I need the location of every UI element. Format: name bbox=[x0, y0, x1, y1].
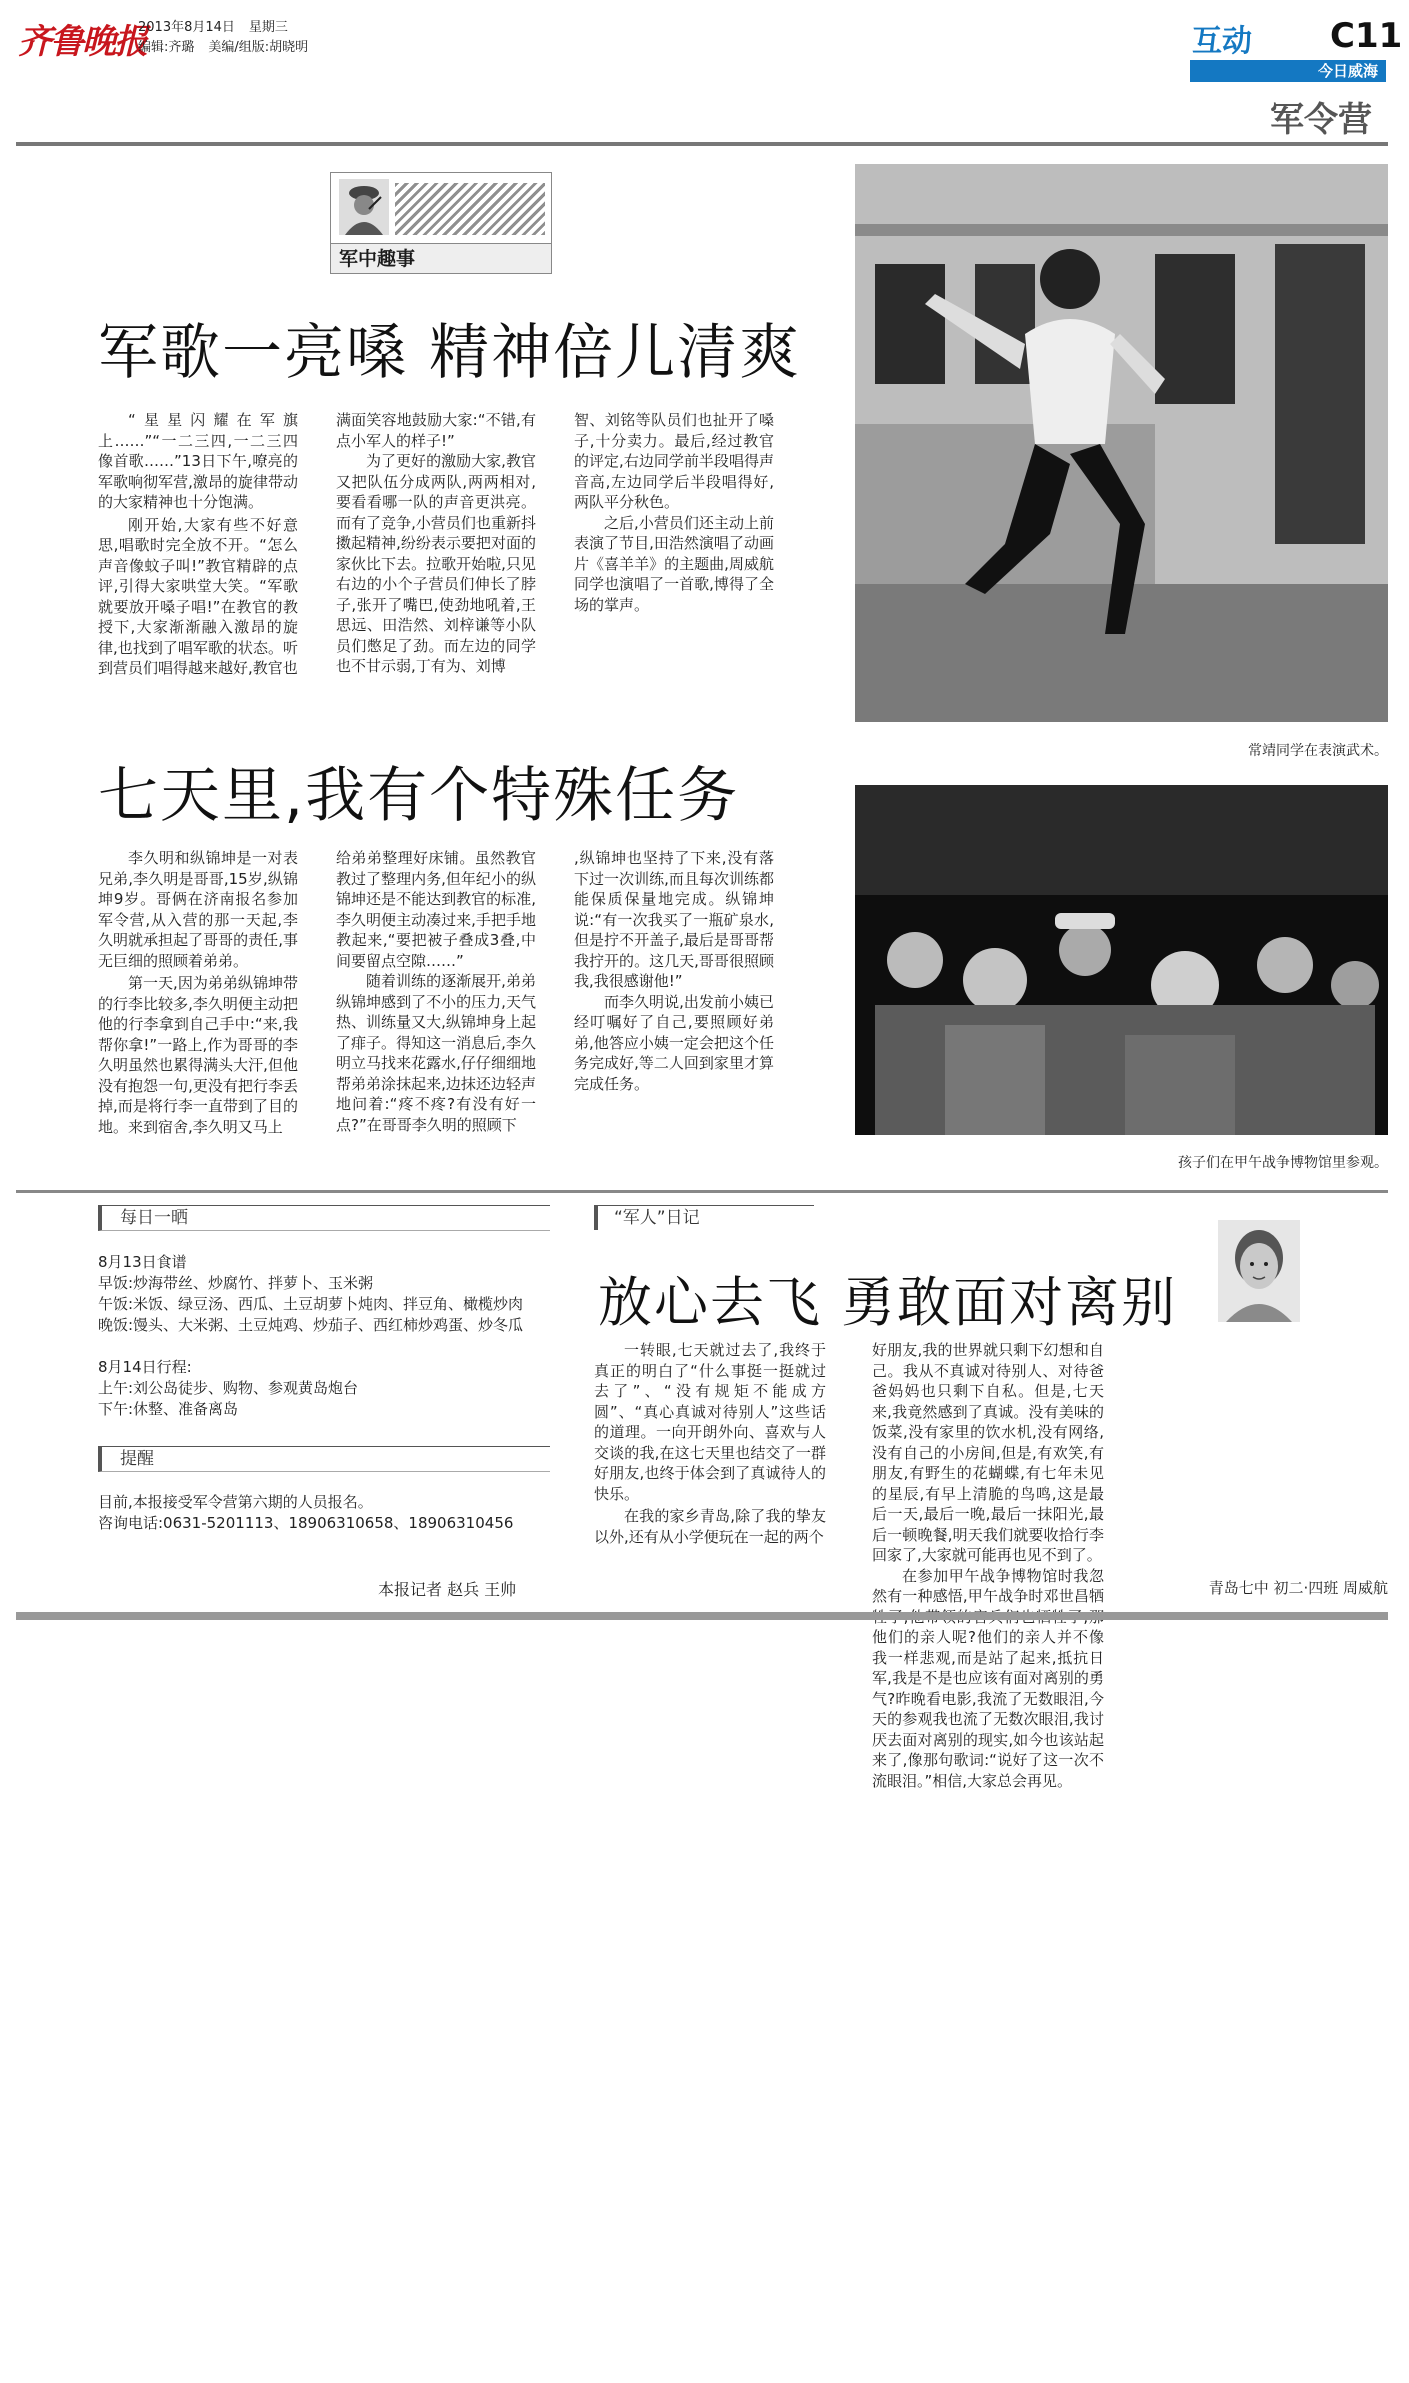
author-portrait bbox=[1218, 1220, 1300, 1322]
martial-arts-image bbox=[855, 164, 1388, 722]
portrait-image bbox=[1218, 1220, 1300, 1322]
article2-paragraph: 而李久明说,出发前小姨已经叮嘱好了自己,要照顾好弟弟,他答应小姨一定会把这个任务完成好,等二人回到家里才算完成任务。 bbox=[574, 992, 774, 1093]
daily-line bbox=[98, 1336, 558, 1357]
article2-col1 bbox=[98, 848, 298, 1137]
diary-author: 青岛七中 初二·四班 周威航 bbox=[1208, 1579, 1388, 1597]
dateline bbox=[138, 18, 322, 58]
issue-date: 2013年8月14日 bbox=[138, 20, 235, 35]
article2-title: 七天里,我有个特殊任务 bbox=[98, 761, 740, 831]
daily-line: 晚饭:馒头、大米粥、土豆炖鸡、炒茄子、西红柿炒鸡蛋、炒冬瓜 bbox=[98, 1316, 524, 1334]
soldier-icon bbox=[339, 179, 389, 235]
middle-rule bbox=[16, 1190, 1388, 1193]
notice-line: 咨询电话:0631-5201113、18906310658、18906310456 bbox=[98, 1514, 514, 1532]
article1-title: 军歌一亮嗓 精神倍儿清爽 bbox=[98, 318, 802, 388]
photo-museum-visit bbox=[855, 785, 1388, 1135]
notice-list bbox=[98, 1492, 558, 1534]
daily-line: 上午:刘公岛徒步、购物、参观黄岛炮台 bbox=[98, 1379, 359, 1397]
article2-paragraph: 李久明和纵锦坤是一对表兄弟,李久明是哥哥,15岁,纵锦坤9岁。哥俩在济南报名参加军令营,从入营的那一天起,李久明就承担起了哥哥的责任,事无巨细的照顾着弟弟。 bbox=[98, 849, 298, 970]
photo2-caption: 孩子们在甲午战争博物馆里参观。 bbox=[1178, 1155, 1388, 1171]
daily-line: 午饭:米饭、绿豆汤、西瓜、土豆胡萝卜炖肉、拌豆角、橄榄炒肉 bbox=[98, 1295, 524, 1313]
article1-col3 bbox=[574, 410, 774, 615]
notice-line: 目前,本报接受军令营第六期的人员报名。 bbox=[98, 1493, 373, 1511]
feature-tag: 军中趣事 bbox=[331, 243, 551, 273]
page-number: C11 bbox=[1330, 16, 1403, 56]
newspaper-logo: 齐鲁晚报 bbox=[18, 22, 146, 62]
column-name: 军令营 bbox=[1270, 100, 1372, 140]
diary-paragraph: 好朋友,我的世界就只剩下幻想和自己。我从不真诚对待别人、对待爸爸妈妈也只剩下自私。但是,七天来,我竟然感到了真诚。没有美味的饭菜,没有家里的饮水机,没有网络,没有自己的小房间,但是,有欢笑,有朋友,有野生的花蝴蝶,有七年未见的星辰,有早上清脆的鸟鸣,这是最后一天,最后一晚,最后一抹阳光,最后一顿晚餐,明天我们就要收拾行李回家了,大家就可能再也见不到了。 bbox=[872, 1341, 1104, 1564]
article2-paragraph: 给弟弟整理好床铺。虽然教官教过了整理内务,但年纪小的纵锦坤还是不能达到教官的标准,李久明便主动凑过来,手把手地教起来,“要把被子叠成3叠,中间要留点空隙……” bbox=[336, 849, 536, 970]
diary-tag: “军人”日记 bbox=[594, 1205, 814, 1230]
section-name: 互动 bbox=[1192, 24, 1252, 59]
badge-decoration bbox=[395, 183, 545, 235]
daily-line: 8月13日食谱 bbox=[98, 1253, 187, 1271]
photo1-caption: 常靖同学在表演武术。 bbox=[1248, 743, 1388, 759]
diary-paragraph: 在我的家乡青岛,除了我的挚友以外,还有从小学便玩在一起的两个 bbox=[594, 1507, 826, 1546]
footer-rule bbox=[16, 1612, 1388, 1620]
diary-paragraph: 在参加甲午战争博物馆时我忽然有一种感悟,甲午战争时邓世昌牺 他们的亲人呢?他们的亲人并不像我一样悲观,而是站了起来,抵抗日军,我是不是也应该有面对离别的勇气?昨晚看电影,我流了无数眼泪,今天的参观我也流了无数次眼泪,我讨厌去面对离别的现实,如今也该站起来了,像那句歌词:“说好了这一次不流眼泪。”相信,大家总会再见。 bbox=[872, 1566, 1104, 1790]
article2-paragraph: 第一天,因为弟弟纵锦坤带的行李比较多,李久明便主动把他的行李拿到自己手中:“来,我帮你拿!”一路上,作为哥哥的李久明虽然也累得满头大汗,但他没有抱怨一句,更没有把行李丢掉,而是将行李一直带到了目的地。来到宿舍,李久明又马上 bbox=[98, 974, 298, 1136]
article2-paragraph: 随着训练的逐渐展开,弟弟纵锦坤感到了不小的压力,天气热、训练量又大,纵锦坤身上起了痱子。得知这一消息后,李久明立马找来花露水,仔仔细细地帮弟弟涂抹起来,边抹还边轻声地问着:“疼不疼?有没有好一点?”在哥哥李久明的照顾下 bbox=[336, 972, 536, 1134]
article1-paragraph: 满面笑容地鼓励大家:“不错,有点小军人的样子!” bbox=[336, 411, 536, 450]
article1-paragraph: 为了更好的激励大家,教官又把队伍分成两队,两两相对,要看看哪一队的声音更洪亮。而有了竞争,小营员们也重新抖擞起精神,纷纷表示要把对面的家伙比下去。拉歌开始啦,只见右边的小个子营员们伸长了脖子,张开了嘴巴,使劲地吼着,王思远、田浩然、刘梓谦等小队员们憋足了劲。而左边的同学也不甘示弱,丁有为、刘博 bbox=[336, 452, 536, 675]
diary-paragraph: 一转眼,七天就过去了,我终于真正的明白了“什么事挺一挺就过去了”、“没有规矩不能成方圆”、“真心真诚对待别人”这些话的道理。一向开朗外向、喜欢与人交谈的我,在这七天里也结交了一群好朋友,也终于体会到了真诚待人的快乐。 bbox=[594, 1341, 826, 1503]
notice-heading: 提醒 bbox=[98, 1446, 550, 1472]
daily-heading: 每日一晒 bbox=[98, 1205, 550, 1231]
article1-paragraph: 刚开始,大家有些不好意思,唱歌时完全放不开。“怎么声音像蚊子叫!”教官精辟的点评,引得大家哄堂大笑。“军歌就要放开嗓子唱!”在教官的教授下,大家渐渐融入激昂的旋律,也找到了唱军歌的状态。听到营员们唱得越来越好,教官也 bbox=[98, 515, 298, 677]
article1-paragraph: 之后,小营员们还主动上前表演了节目,田浩然演唱了动画片《喜羊羊》的主题曲,周威航同学也演唱了一首歌,博得了全场的掌声。 bbox=[574, 513, 774, 614]
article1-paragraph: “星星闪耀在军旗上……”“一二三四,一二三四像首歌……”13日下午,嘹亮的军歌响彻军营,激昂的旋律带动的大家精神也十分饱满。 bbox=[98, 411, 298, 511]
daily-line: 下午:休整、准备离岛 bbox=[98, 1400, 239, 1418]
daily-line: 早饭:炒海带丝、炒腐竹、拌萝卜、玉米粥 bbox=[98, 1274, 374, 1292]
feature-badge bbox=[330, 172, 552, 274]
daily-line: 8月14日行程: bbox=[98, 1358, 192, 1376]
reporter-credit: 本报记者 赵兵 王帅 bbox=[378, 1580, 517, 1599]
designer-credit: 美编/组版:胡晓明 bbox=[208, 40, 309, 55]
article2-col3 bbox=[574, 848, 774, 1094]
editor-credit: 编辑:齐璐 bbox=[138, 40, 195, 55]
diary-col2 bbox=[872, 1340, 1104, 1791]
photo-martial-arts bbox=[855, 164, 1388, 722]
article1-paragraph: 智、刘铭等队员们也扯开了嗓子,十分卖力。最后,经过教官的评定,右边同学前半段唱得声音高,左边同学后半段唱得好,两队平分秋色。 bbox=[574, 411, 774, 511]
museum-visit-image bbox=[855, 785, 1388, 1135]
article1-col1 bbox=[98, 410, 298, 679]
diary-title: 放心去飞 勇敢面对离别 bbox=[598, 1271, 1178, 1334]
header-rule bbox=[16, 142, 1388, 146]
daily-list bbox=[98, 1252, 558, 1420]
article1-col2 bbox=[336, 410, 536, 677]
article2-col2 bbox=[336, 848, 536, 1135]
issue-weekday: 星期三 bbox=[248, 20, 288, 35]
diary-col1 bbox=[594, 1340, 826, 1547]
article2-paragraph: ,纵锦坤也坚持了下来,没有落下过一次训练,而且每次训练都能保质保量地完成。纵锦坤说:“有一次我买了一瓶矿泉水,但是拧不开盖子,最后是哥哥帮我拧开的。这几天,哥哥很照顾我,我很感谢他!” bbox=[574, 849, 774, 990]
region-banner: 今日威海 bbox=[1190, 60, 1386, 82]
